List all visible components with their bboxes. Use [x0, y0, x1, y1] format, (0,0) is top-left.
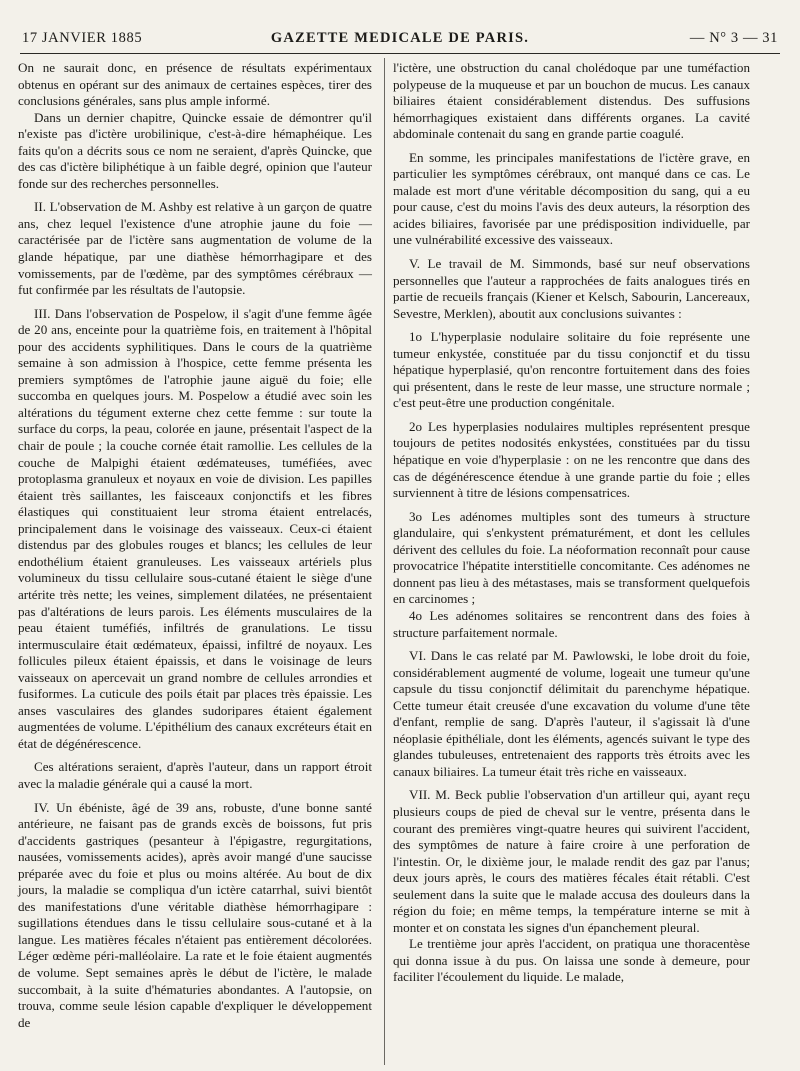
paragraph: V. Le travail de M. Simmonds, basé sur neuf observations personnelles que l'auteur a rapprochées de faits analogues tirés en partie de recueils français (Kiener et Kelsch, Sabourin, Lancereaux, Sevestre, Merklen), aboutit aux conclusions suivantes :: [393, 256, 750, 321]
header-title: GAZETTE MEDICALE DE PARIS.: [270, 30, 530, 46]
right-column: [393, 60, 750, 986]
column-divider: [384, 58, 385, 1065]
paragraph: VII. M. Beck publie l'observation d'un artilleur qui, ayant reçu plusieurs coups de pied de cheval sur le ventre, présenta dans le courant des premières vingt-quatre heures qui suivirent l'accident, des symptômes de nature à faire croire à une perforation de l'intestin. Or, le dixième jour, le malade rendit des gaz par l'anus; deux jours après, le cours des matières fécales était rétabli. C'est seulement dans la suite que le malade accusa des douleurs dans la région du foie; en même temps, la température interne se mit à monter et on constata les signes d'un épanchement pleural.: [393, 787, 750, 935]
paragraph: IV. Un ébéniste, âgé de 39 ans, robuste, d'une bonne santé antérieure, ne faisant pas de grands excès de boissons, fut pris d'accidents gastriques (pesanteur à l'épigastre, regurgitations, nausées, vomissements acides), après avoir mangé d'une saucisse préparée avec du foie et plus ou moins altérée. Au bout de dix jours, la maladie se compliqua d'un ictère catarrhal, suivi bientôt des manifestations d'une véritable diathèse hémorrhagipare : sugillations étendues dans le tissu cellulaire sous-cutané et à la langue. Les matières fécales n'étaient pas entièrement décolorées. Léger œdème péri-malléolaire. La rate et le foie étaient augmentés de volume. Sept semaines après le début de l'ictère, le malade succombait, à la suite d'hématuries abondantes. A l'autopsie, on trouva, comme seule lésion capable d'expliquer le développement de: [18, 799, 372, 1030]
paragraph: II. L'observation de M. Ashby est relative à un garçon de quatre ans, chez lequel l'existence d'une atrophie jaune du foie — caractérisée par de l'ictère sans augmentation de volume de la glande hépatique, par une diathèse hémorrhagipare et des vomissements, par de l'œdème, par des symptômes cérébraux — fut confirmée par les résultats de l'autopsie.: [18, 199, 372, 298]
paragraph: 4o Les adénomes solitaires se rencontrent dans des foies à structure parfaitement normale.: [393, 607, 750, 640]
paragraph: Ces altérations seraient, d'après l'auteur, dans un rapport étroit avec la maladie générale qui a causé la mort.: [18, 759, 372, 791]
paragraph: 3o Les adénomes multiples sont des tumeurs à structure glandulaire, qui s'enkystent prématurément, et dont les cellules dérivent des cellules du foie. La néoformation reconnaît pour cause provocatrice l'hépatite interstitielle concomitante. Ces adénomes ne donnent pas lieu à des métastases, mais se transforment quelquefois en carcinomes ;: [393, 508, 750, 607]
left-column: [18, 60, 372, 1031]
header-rule: [20, 53, 780, 54]
paragraph: Dans un dernier chapitre, Quincke essaie de démontrer qu'il n'existe pas d'ictère urobilinique, c'est-à-dire hémaphéique. Les faits qu'on a décrits sous ce nom ne seraient, d'après Quincke, que des cas d'ictère biliphétique à un faible degré, opinion que l'auteur fonde sur des recherches personnelles.: [18, 109, 372, 191]
paragraph: VI. Dans le cas relaté par M. Pawlowski, le lobe droit du foie, considérablement augmenté de volume, logeait une tumeur qu'une capsule du tissu conjonctif délimitait du parenchyme hépatique. Cette tumeur était creusée d'une excavation du volume d'une tête d'enfant, remplie de sang. D'après l'auteur, il s'agissait là d'une néoplasie épithéliale, dont les éléments, agencés suivant le type des glandes tubuleuses, entretenaient des rapports très étroits avec les canaux biliaires. La tumeur était très riche en vaisseaux.: [393, 648, 750, 779]
paragraph: III. Dans l'observation de Pospelow, il s'agit d'une femme âgée de 20 ans, enceinte pour la quatrième fois, en traitement à l'hôpital pour des accidents syphilitiques. Dans le cours de la quatrième semaine à son admission à l'hospice, cette femme présenta les premiers symptômes de l'atrophie jaune aiguë du foie; elle succomba en quelques jours. M. Pospelow a étudié avec soin les altérations du tégument externe chez cette femme : sur toute la surface du corps, la peau, colorée en jaune, présentait l'aspect de la chair de poule ; la couche cornée était ramollie. Les cellules de la couche de Malpighi étaient œdémateuses, tuméfiées, avec protoplasma granuleux et noyaux en voie de division. Les papilles étaient très saillantes, les faisceaux conjonctifs et les fibres élastiques qui constituaient leur stroma étaient entrelacés, principalement dans le voisinage des vaisseaux. Ceux-ci étaient distendus par des globules rouges et blancs; les cellules de leur endothélium étaient granuleuses. Les vaisseaux artériels plus volumineux du tissu cellulaire sous-cutané étaient le siège d'une artérite très nette; les veines, simplement dilatées, ne présentaient pas d'altérations de leurs parois. Les éléments musculaires de la peau étaient tuméfiés, infiltrés de granulations. Le tissu intermusculaire était œdémateux, épaissi, infiltré de noyaux. Les follicules pileux étaient épaissis, et dans le voisinage de leurs vaisseaux on apercevait un grand nombre de cellules arrondies et fusiformes. La cuticule des poils était par places très épaissie. Les anses vasculaires des glandes sudoripares étaient également augmentées de volume. L'épithélium des canaux excréteurs était en état de dégénérescence.: [18, 305, 372, 751]
paragraph: 2o Les hyperplasies nodulaires multiples représentent presque toujours de petites nodosités enkystées, constituées par du tissu hépatique en voie d'hyperplasie : on ne les rencontre que dans des cas de dégénérescence étendue à une grande partie du foie ; elles surviennent à titre de lésions compensatrices.: [393, 418, 750, 501]
paragraph: 1o L'hyperplasie nodulaire solitaire du foie représente une tumeur enkystée, constituée par du tissu conjonctif et du tissu hépatique hyperplasié, qu'on rencontre fortuitement dans des foies qui présentent, dans le reste de leur masse, une structure normale ; c'est peut-être une production congénitale.: [393, 329, 750, 411]
header-date: 17 JANVIER 1885: [22, 30, 143, 46]
paragraph: On ne saurait donc, en présence de résultats expérimentaux obtenus en opérant sur des animaux de certaines espèces, tirer des conclusions générales, sans plus ample informé.: [18, 60, 372, 109]
paragraph: l'ictère, une obstruction du canal cholédoque par une tuméfaction polypeuse de la muqueuse et par un bouchon de mucus. Les canaux biliaires étaient considérablement distendus. Des suffusions hémorrhagiques existaient dans différents organes. La cavité abdominale contenait du sang en grande partie coagulé.: [393, 60, 750, 142]
paragraph: Le trentième jour après l'accident, on pratiqua une thoracentèse qui donna issue à du pus. On laissa une sonde à demeure, pour faciliter l'écoulement du liquide. Le malade,: [393, 936, 750, 985]
paragraph: En somme, les principales manifestations de l'ictère grave, en particulier les symptômes cérébraux, ont manqué dans ce cas. Le malade est mort d'une véritable décomposition du sang, qui a eu pour cause, c'est du moins l'avis des deux auteurs, la résorption des acides biliaires, favorisée par une prédisposition individuelle, par une vulnérabilité excessive des vaisseaux.: [393, 149, 750, 248]
page-header: [22, 30, 778, 52]
header-issue: — N° 3 — 31: [689, 30, 778, 46]
